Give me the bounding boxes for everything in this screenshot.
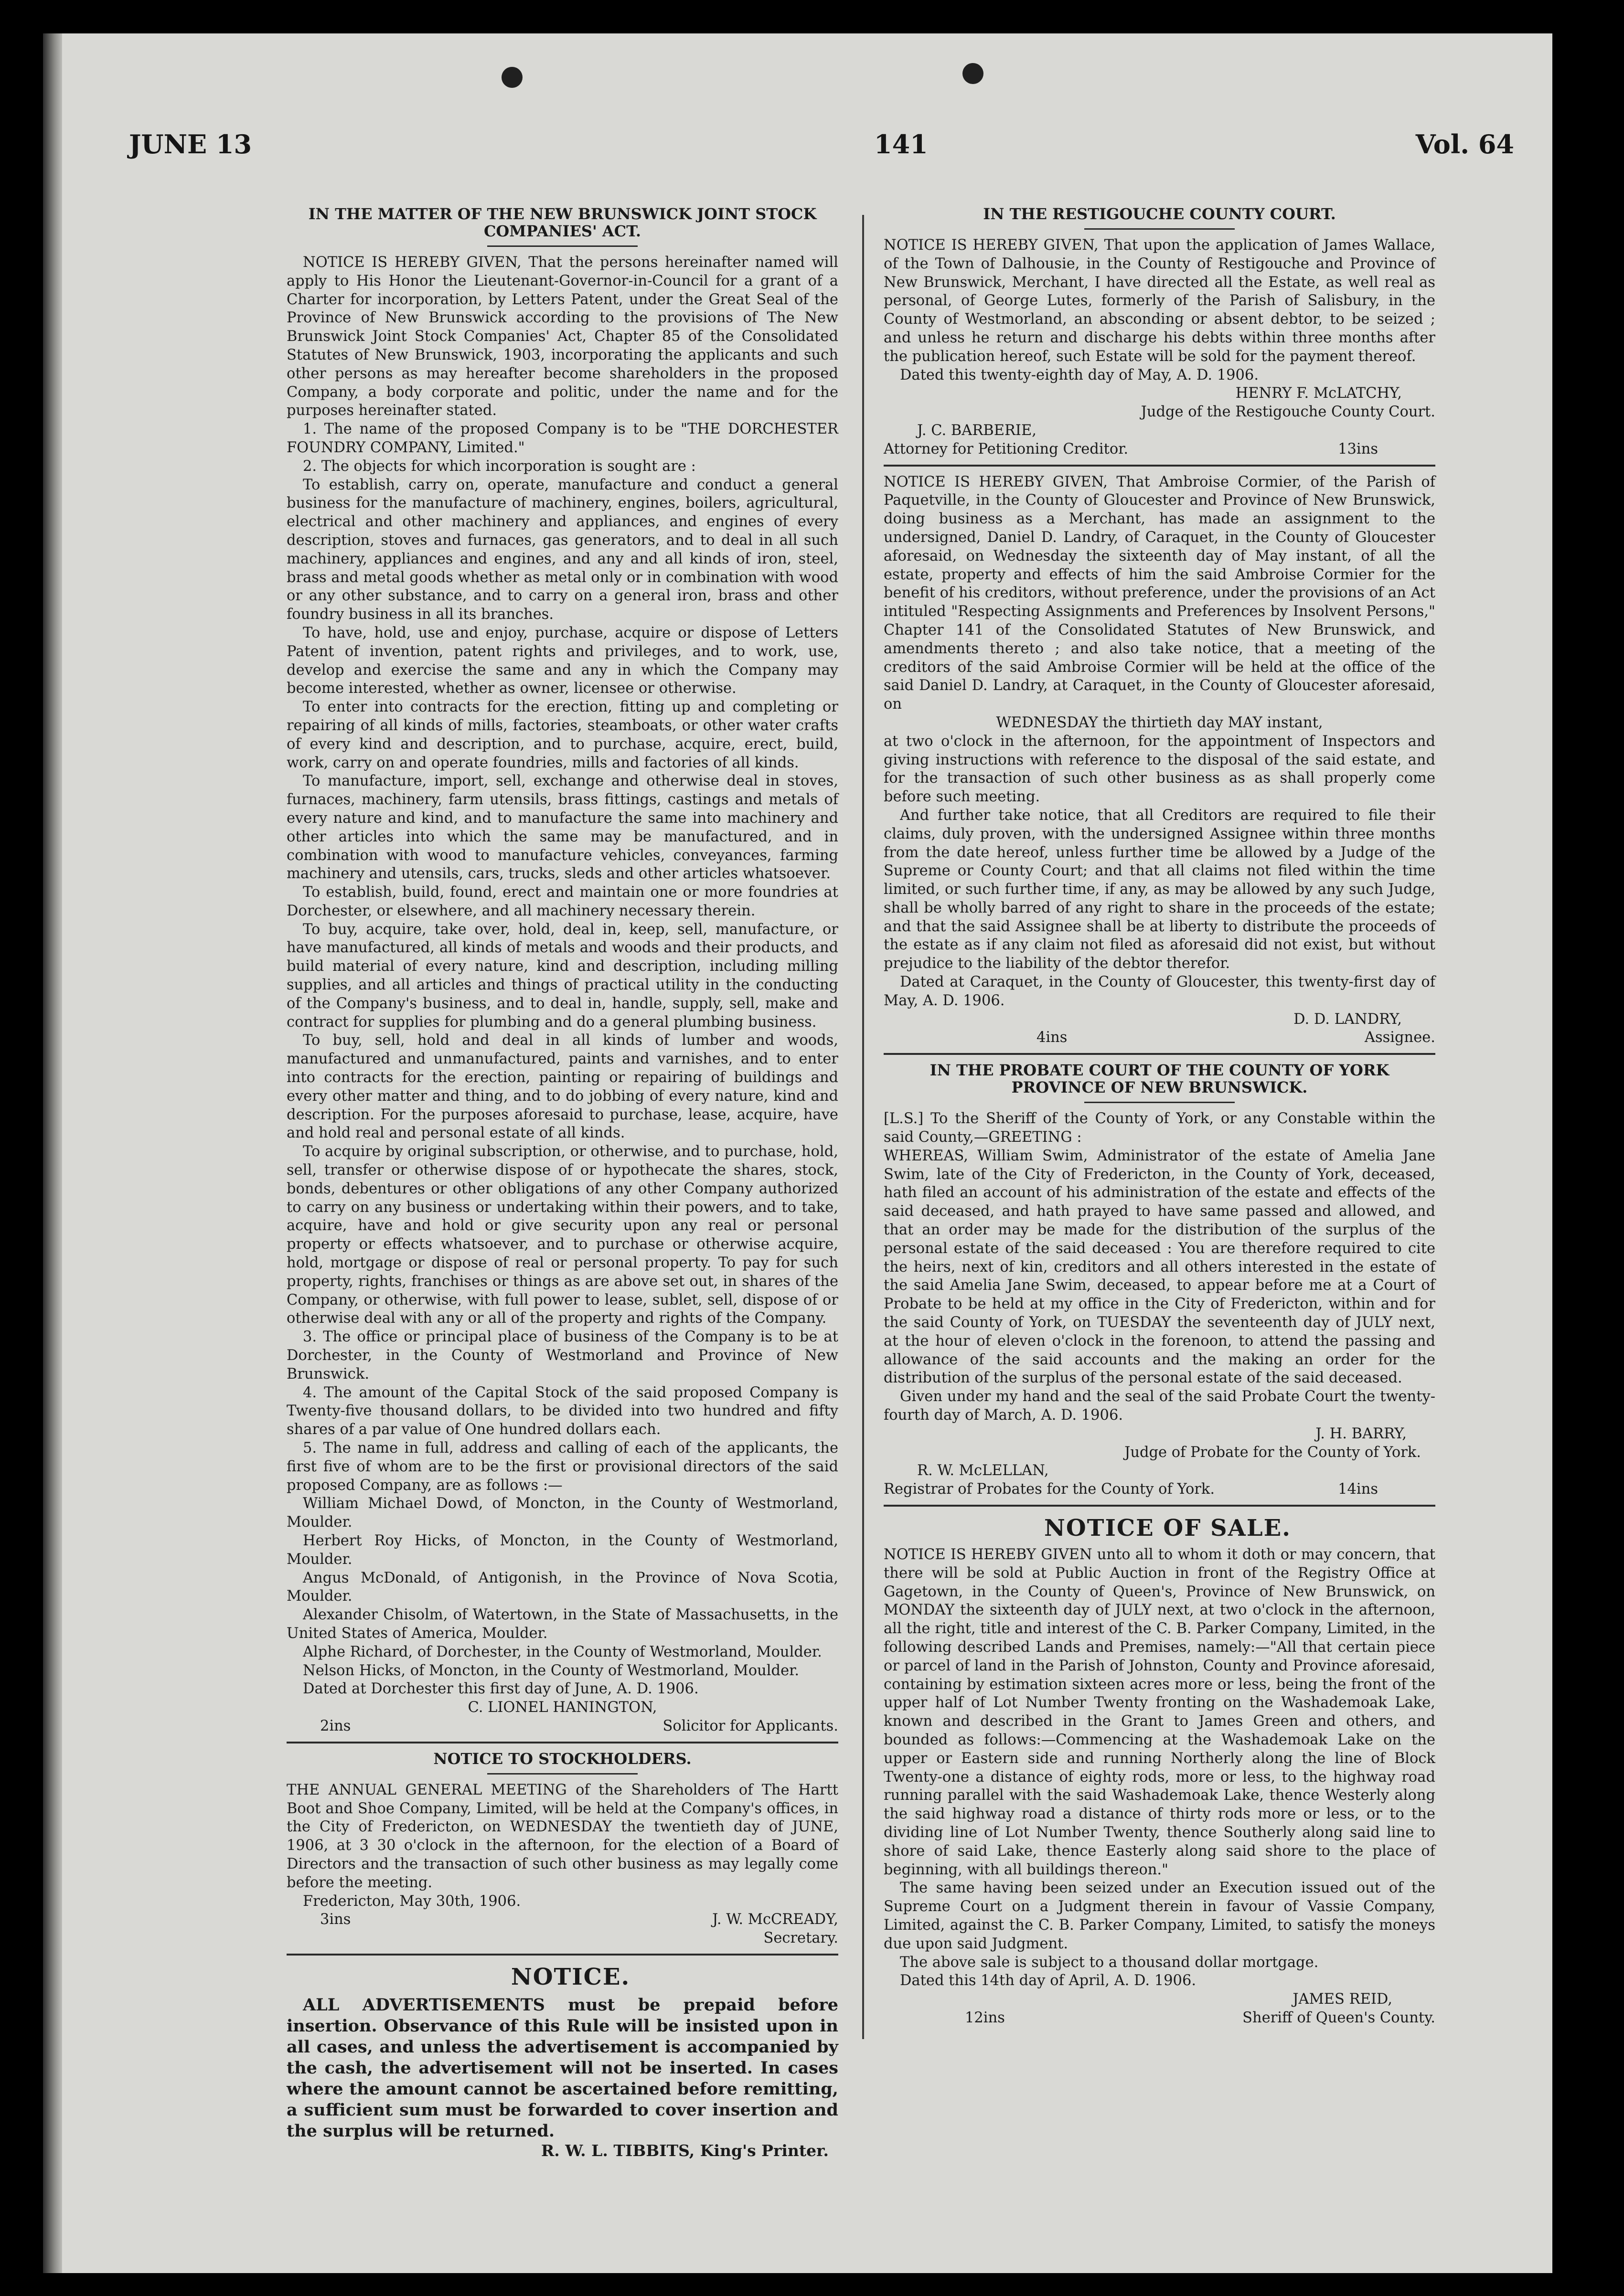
joint-stock-intro: NOTICE IS HEREBY GIVEN, That the persons hereinafter named will apply to His Honor the Lieutenant-Governor-in-Council for a grant of a Charter for incorporation, by Letters Patent, under the Great Seal of the Province of New Brunswick according to the provisions of The New Brunswick Joint Stock Companies' Act, Chapter 85 of the Consolidated Statutes of New Brunswick, 1903, incorporating the applicants and such other persons as may hereafter become shareholders in the proposed Company, a body corporate and politic, under the name and for the purposes hereinafter stated. xyxy=(287,254,838,419)
solicitor-name: C. LIONEL HANINGTON, xyxy=(468,1699,657,1716)
signature-row xyxy=(287,1717,838,1736)
applicant: William Michael Dowd, of Moncton, in the County of Westmorland, Moulder. xyxy=(287,1495,838,1531)
stockholders-notice xyxy=(287,1750,838,1948)
joint-stock-item-5: 5. The name in full, address and calling of each of the applicants, the first five of whom are to be the first or provisional directors of the said proposed Company, are as follows :— xyxy=(287,1440,838,1494)
stockholders-dated: Fredericton, May 30th, 1906. xyxy=(303,1892,521,1910)
sale-body-2: The same having been seized under an Execution issued out of the Supreme Court on a Judgment therein in favour of Vassie Company, Limited, against the C. B. Parker Company, Limited, to satisfy the moneys due upon said Judgment. xyxy=(884,1880,1435,1952)
cormier-body-2: at two o'clock in the afternoon, for the appointment of Inspectors and giving instructions with reference to the disposal of the said estate, and for the transaction of such other business as as shall properly come before such meeting. xyxy=(884,733,1435,806)
cormier-body: NOTICE IS HEREBY GIVEN, That Ambroise Cormier, of the Parish of Paquetville, in the County of Gloucester and Province of New Brunswick, doing business as a Merchant, has made an assignment to the undersigned, Daniel D. Landry, of Caraquet, in the County of Gloucester aforesaid, on Wednesday the sixteenth day of May instant, of all the estate, property and effects of him the said Ambroise Cormier for the benefit of his creditors, without preference, under the provisions of an Act intituled "Respecting Assignments and Preferences by Insolvent Persons," Chapter 141 of the Consolidated Statutes of New Brunswick, and amendments thereto ; and also take notice, that a meeting of the creditors of the said Ambroise Cormier will be held at the office of the said Daniel D. Landry, at Caraquet, in the County of Gloucester aforesaid, on xyxy=(884,473,1435,713)
binding-hole-left xyxy=(502,67,523,88)
sale-body: NOTICE IS HEREBY GIVEN unto all to whom it doth or may concern, that there will be sold at Public Auction in front of the Registry Office at Gagetown, in the County of Queen's, Province of New Brunswick, on MONDAY the sixteenth day of JULY next, at two o'clock in the afternoon, all the right, title and interest of the C. B. Parker Company, Limited, in the following described Lands and Premises, namely:—"All that certain piece or parcel of land in the Parish of Johnston, County and Province aforesaid, containing by estimation sixteen acres more or less, being the front of the upper half of Lot Number Twenty fronting on the Washademoak Lake, known and described in the Grant to James Green and others, and bounded as follows:—Commencing at the Washademoak Lake on the upper or Eastern side and running Northerly along the line of Block Twenty-one a distance of eighty rods, more or less, to the highway road running parallel with the said Washademoak Lake, thence Westerly along the said highway road a distance of thirty rods more or less, or to the dividing line of Lot Number Twenty, thence Southerly along said line to shore of said Lake, thence Easterly along said shore to the place of beginning, with all buildings thereon." xyxy=(884,1546,1435,1878)
joint-stock-item-1: 1. The name of the proposed Company is to be "THE DORCHESTER FOUNDRY COMPANY, Limited." xyxy=(287,421,838,456)
sale-title: NOTICE OF SALE. xyxy=(1044,1515,1291,1541)
assignee-role: Assignee. xyxy=(1364,1029,1435,1046)
sale-body-3: The above sale is subject to a thousand dollar mortgage. xyxy=(900,1954,1319,1971)
section-rule xyxy=(884,1505,1435,1507)
sheriff-name: JAMES REID, xyxy=(1293,1991,1392,2008)
binding-hole-right xyxy=(962,63,983,84)
section-rule xyxy=(287,1954,838,1956)
stockholders-title: NOTICE TO STOCKHOLDERS. xyxy=(433,1749,692,1768)
insertion-count: 12ins xyxy=(965,2009,1005,2026)
insertion-count: 2ins xyxy=(320,1717,351,1734)
insertion-count: 13ins xyxy=(1338,440,1378,457)
column-divider xyxy=(862,215,864,2039)
applicant: Angus McDonald, of Antigonish, in the Province of Nova Scotia, Moulder. xyxy=(287,1569,838,1605)
applicant: Alexander Chisolm, of Watertown, in the State of Massachusetts, in the United States of America, Moulder. xyxy=(287,1606,838,1642)
restigouche-title: IN THE RESTIGOUCHE COUNTY COURT. xyxy=(983,205,1336,223)
probate-judge-role: Judge of Probate for the County of York. xyxy=(1124,1444,1421,1461)
signature-row xyxy=(884,1029,1435,1047)
joint-stock-object: To enter into contracts for the erection, fitting up and completing or repairing of all kinds of mills, factories, steamboats, or other water crafts of every kind and description, and to purchase, acquire, erect, build, work, carry on and operate foundries, mills and factories of all kinds. xyxy=(287,699,838,771)
cormier-meeting-date: WEDNESDAY the thirtieth day MAY instant, xyxy=(996,714,1323,731)
divider-rule xyxy=(1084,1102,1235,1103)
judge-name: HENRY F. McLATCHY, xyxy=(1235,385,1402,402)
signature-row xyxy=(884,2009,1435,2028)
joint-stock-notice xyxy=(287,205,838,1736)
notice-body: ALL ADVERTISEMENTS must be prepaid before insertion. Observance of this Rule will be insisted upon in all cases, and unless the advertisement is accompanied by the cash, the advertisement will not be inserted. In cases where the amount cannot be ascertained before remitting, a sufficient sum must be forwarded to cover insertion and the surplus will be returned. xyxy=(287,1995,838,2141)
joint-stock-object: To buy, acquire, take over, hold, deal in, keep, sell, manufacture, or have manufactured, all kinds of metals and woods and their products, and build material of every nature, kind and description, including milling supplies, and all articles and things of practical utility in the conducting of the Company's business, and to deal in, handle, supply, sell, make and contract for supplies for plumbing and do a general plumbing business. xyxy=(287,921,838,1031)
secretary-role: Secretary. xyxy=(763,1930,838,1947)
insertion-count: 3ins xyxy=(320,1911,351,1928)
joint-stock-item-3: 3. The office or principal place of business of the Company is to be at Dorchester, in the County of Westmorland and Province of New Brunswick. xyxy=(287,1329,838,1382)
cormier-dated: Dated at Caraquet, in the County of Gloucester, this twenty-first day of May, A. D. 1906. xyxy=(884,974,1435,1009)
sale-dated: Dated this 14th day of April, A. D. 1906. xyxy=(900,1972,1197,1989)
restigouche-body: NOTICE IS HEREBY GIVEN, That upon the application of James Wallace, of the Town of Dalhousie, in the County of Restigouche and Province of New Brunswick, Merchant, I have directed all the Estate, as well real as personal, of George Lutes, formerly of the Parish of Salisbury, in the County of Westmorland, an absconding or absent debtor, to be seized ; and unless he return and discharge his debts within three months after the publication hereof, such Estate will be sold for the payment thereof. xyxy=(884,237,1435,365)
insertion-count: 4ins xyxy=(1036,1029,1068,1046)
probate-body: WHEREAS, William Swim, Administrator of the estate of Amelia Jane Swim, late of the City of Fredericton, in the County of York, deceased, hath filed an account of his administration of the estate and effects of the said deceased, and hath prayed to have same passed and allowed, and that an order may be made for the distribution of the surplus of the personal estate of the said deceased : You are therefore required to cite the heirs, next of kin, creditors and all others interested in the estate of the said Amelia Jane Swim, deceased, to appear before me at a Court of Probate to be held at my office in the City of Fredericton, within and for the said County of York, on TUESDAY the seventeenth day of JULY next, at the hour of eleven o'clock in the forenoon, to attend the passing and allowance of the said accounts and the making an order for the distribution of the surplus of the personal estate of the said deceased. xyxy=(884,1147,1435,1387)
secretary-name: J. W. McCREADY, xyxy=(712,1911,838,1928)
applicant: Alphe Richard, of Dorchester, in the County of Westmorland, Moulder. xyxy=(303,1643,822,1660)
joint-stock-object: To establish, carry on, operate, manufacture and conduct a general business for the manufacture of machinery, engines, boilers, agricultural, electrical and other machinery and appliances, and engines of every description, stoves and furnaces, gas generators, and to deal in all such machinery, appliances and engines, and any and all kinds of iron, steel, brass and metal goods whether as metal only or in combination with wood or any other substance, and to carry on a general iron, brass and other foundry business in all its branches. xyxy=(287,476,838,623)
probate-given: Given under my hand and the seal of the said Probate Court the twenty-fourth day of March, A. D. 1906. xyxy=(884,1388,1435,1424)
left-column xyxy=(287,205,838,2160)
sale-notice xyxy=(884,1513,1435,2028)
section-rule xyxy=(287,1742,838,1743)
cormier-body-3: And further take notice, that all Creditors are required to file their claims, duly proven, with the undersigned Assignee within three months from the date hereof, unless further time be allowed by a Judge of the Supreme or County Court; and that all claims not filed within the time limited, or such further time, if any, as may be allowed by any such Judge, shall be wholly barred of any right to share in the proceeds of the estate; and that the said Assignee shall be at liberty to distribute the proceeds of the estate as if any claim not filed as aforesaid did not exist, but without prejudice to the liability of the debtor therefor. xyxy=(884,807,1435,972)
registrar-name: R. W. McLELLAN, xyxy=(917,1462,1049,1479)
probate-greeting: [L.S.] To the Sheriff of the County of York, or any Constable within the said County,—GREETING : xyxy=(884,1110,1435,1146)
joint-stock-item-4: 4. The amount of the Capital Stock of the said proposed Company is Twenty-five thousand dollars, to be divided into two hundred and fifty shares of a par value of One hundred dollars each. xyxy=(287,1384,838,1438)
restigouche-notice xyxy=(884,205,1435,459)
newspaper-page xyxy=(43,33,1552,2273)
joint-stock-object: To manufacture, import, sell, exchange and otherwise deal in stoves, furnaces, machinery, farm utensils, brass fittings, castings and metals of every nature and kind, and to manufacture the same into machinery and other articles into which the same may be manufactured, and in combination with wood to manufacture vehicles, conveyances, farming machinery and utensils, cars, trucks, sleds and other articles whatsoever. xyxy=(287,773,838,882)
applicant: Nelson Hicks, of Moncton, in the County of Westmorland, Moulder. xyxy=(303,1662,800,1679)
probate-notice xyxy=(884,1062,1435,1499)
joint-stock-object: To acquire by original subscription, or otherwise, and to purchase, hold, sell, transfer or otherwise dispose of or hypothecate the shares, stock, bonds, debentures or other obligations of any other Company authorized to carry on any business or undertaking within their powers, and to take, acquire, have and hold or give security upon any real or personal property or effects whatsoever, and to purchase or otherwise acquire, hold, mortgage or dispose of real or personal property. To pay for such property, rights, franchises or things as are above set out, in shares of the Company, or otherwise, with full power to lease, sublet, sell, dispose of or otherwise deal with any or all of the property and rights of the Company. xyxy=(287,1143,838,1327)
page-header xyxy=(129,129,1514,172)
probate-title: IN THE PROBATE COURT OF THE COUNTY OF YORK PROVINCE OF NEW BRUNSWICK. xyxy=(930,1061,1389,1097)
signature-row xyxy=(884,440,1435,459)
kings-printer-signature: R. W. L. TIBBITS, King's Printer. xyxy=(541,2141,829,2160)
section-rule xyxy=(884,465,1435,467)
joint-stock-title: IN THE MATTER OF THE NEW BRUNSWICK JOINT STOCK COMPANIES' ACT. xyxy=(308,205,817,240)
stockholders-body: THE ANNUAL GENERAL MEETING of the Shareholders of The Hartt Boot and Shoe Company, Limited, will be held at the Company's offices, in the City of Fredericton, on WEDNESDAY the twentieth day of JUNE, 1906, at 3 30 o'clock in the afternoon, for the election of a Board of Directors and the transaction of such other business as may legally come before the meeting. xyxy=(287,1781,838,1891)
page-binding-edge xyxy=(43,33,62,2273)
attorney-role: Attorney for Petitioning Creditor. xyxy=(884,440,1129,457)
right-column xyxy=(884,205,1435,2028)
solicitor-role: Solicitor for Applicants. xyxy=(662,1717,838,1734)
joint-stock-dated: Dated at Dorchester this first day of June, A. D. 1906. xyxy=(303,1680,699,1698)
joint-stock-object: To have, hold, use and enjoy, purchase, acquire or dispose of Letters Patent of invention, patent rights and privileges, and to work, use, develop and exercise the same and any in which the Company may become interested, whether as owner, licensee or otherwise. xyxy=(287,624,838,697)
restigouche-dated: Dated this twenty-eighth day of May, A. D. 1906. xyxy=(900,366,1259,383)
notice-title: NOTICE. xyxy=(511,1963,630,1990)
divider-rule xyxy=(487,245,638,247)
joint-stock-item-2: 2. The objects for which incorporation is sought are : xyxy=(303,457,696,475)
divider-rule xyxy=(1084,228,1235,230)
assignee-name: D. D. LANDRY, xyxy=(1293,1010,1402,1028)
joint-stock-object: To establish, build, found, erect and maintain one or more foundries at Dorchester, or elsewhere, and all machinery necessary therein. xyxy=(287,884,838,919)
cormier-notice xyxy=(884,473,1435,1048)
applicant: Herbert Roy Hicks, of Moncton, in the County of Westmorland, Moulder. xyxy=(287,1532,838,1568)
joint-stock-object: To buy, sell, hold and deal in all kinds of lumber and woods, manufactured and unmanufactured, paints and varnishes, and to enter into contracts for the erection, painting or repairing of buildings and every other matter and thing, and to do jobbing of every nature, kind and description. For the purposes aforesaid to purchase, lease, acquire, have and hold real and personal estate of all kinds. xyxy=(287,1032,838,1142)
advertisement-notice xyxy=(287,1962,838,2160)
volume-number: Vol. 64 xyxy=(1415,129,1514,159)
registrar-role: Registrar of Probates for the County of York. xyxy=(884,1481,1215,1498)
judge-role: Judge of the Restigouche County Court. xyxy=(1141,404,1435,421)
probate-judge-name: J. H. BARRY, xyxy=(1315,1425,1407,1442)
divider-rule xyxy=(487,1773,638,1775)
signature-row xyxy=(884,1480,1435,1499)
signature-row xyxy=(287,1911,838,1929)
section-rule xyxy=(884,1053,1435,1055)
page-number: 141 xyxy=(874,129,928,159)
issue-date: JUNE 13 xyxy=(129,129,252,159)
insertion-count: 14ins xyxy=(1338,1481,1378,1498)
attorney-name: J. C. BARBERIE, xyxy=(917,422,1036,439)
sheriff-role: Sheriff of Queen's County. xyxy=(1242,2009,1435,2026)
